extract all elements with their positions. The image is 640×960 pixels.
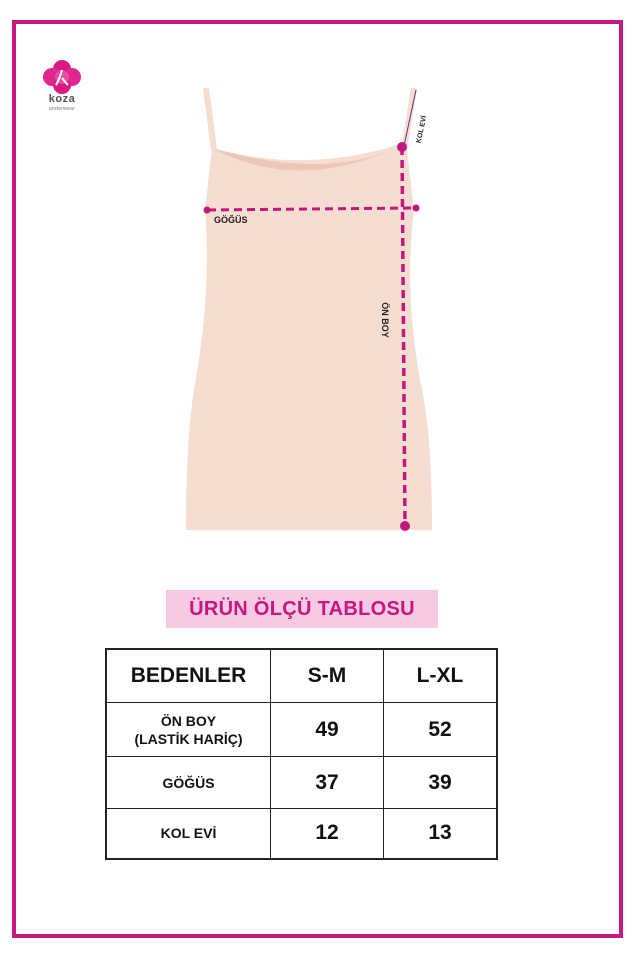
- chest-left-dot: [204, 207, 211, 214]
- row-label-line2: (LASTİK HARİÇ): [134, 730, 243, 747]
- header-lxl: L-XL: [384, 649, 498, 703]
- table-row: [106, 809, 497, 859]
- row-label-line1: ÖN BOY: [160, 712, 217, 729]
- size-table: [105, 648, 498, 860]
- row-label: KOL EVİ: [106, 809, 271, 859]
- brand-name: koza: [48, 93, 76, 105]
- length-label: ÖN BOY: [379, 302, 390, 338]
- row-label: GÖĞÜS: [106, 757, 271, 809]
- length-top-dot: [397, 142, 407, 152]
- value-sm: 37: [271, 757, 384, 809]
- value-lxl: 52: [384, 703, 498, 757]
- value-sm: 49: [271, 703, 384, 757]
- chest-right-dot: [413, 205, 420, 212]
- strap-label: KOL EVİ: [415, 115, 429, 144]
- table-title-box: [166, 590, 438, 628]
- value-lxl: 13: [384, 809, 498, 859]
- garment-body: [186, 142, 432, 530]
- value-lxl: 39: [384, 757, 498, 809]
- chest-label: GÖĞÜS: [214, 215, 248, 225]
- table-row: [106, 757, 497, 809]
- table-title: ÜRÜN ÖLÇÜ TABLOSU: [189, 597, 415, 620]
- length-bottom-dot: [400, 521, 410, 531]
- left-strap: [206, 88, 214, 150]
- value-sm: 12: [271, 809, 384, 859]
- header-sizes: BEDENLER: [106, 649, 271, 703]
- row-label: [106, 703, 271, 757]
- brand-tagline: underwear: [48, 106, 76, 112]
- table-header-row: [106, 649, 497, 703]
- header-sm: S-M: [271, 649, 384, 703]
- table-row: [106, 703, 497, 757]
